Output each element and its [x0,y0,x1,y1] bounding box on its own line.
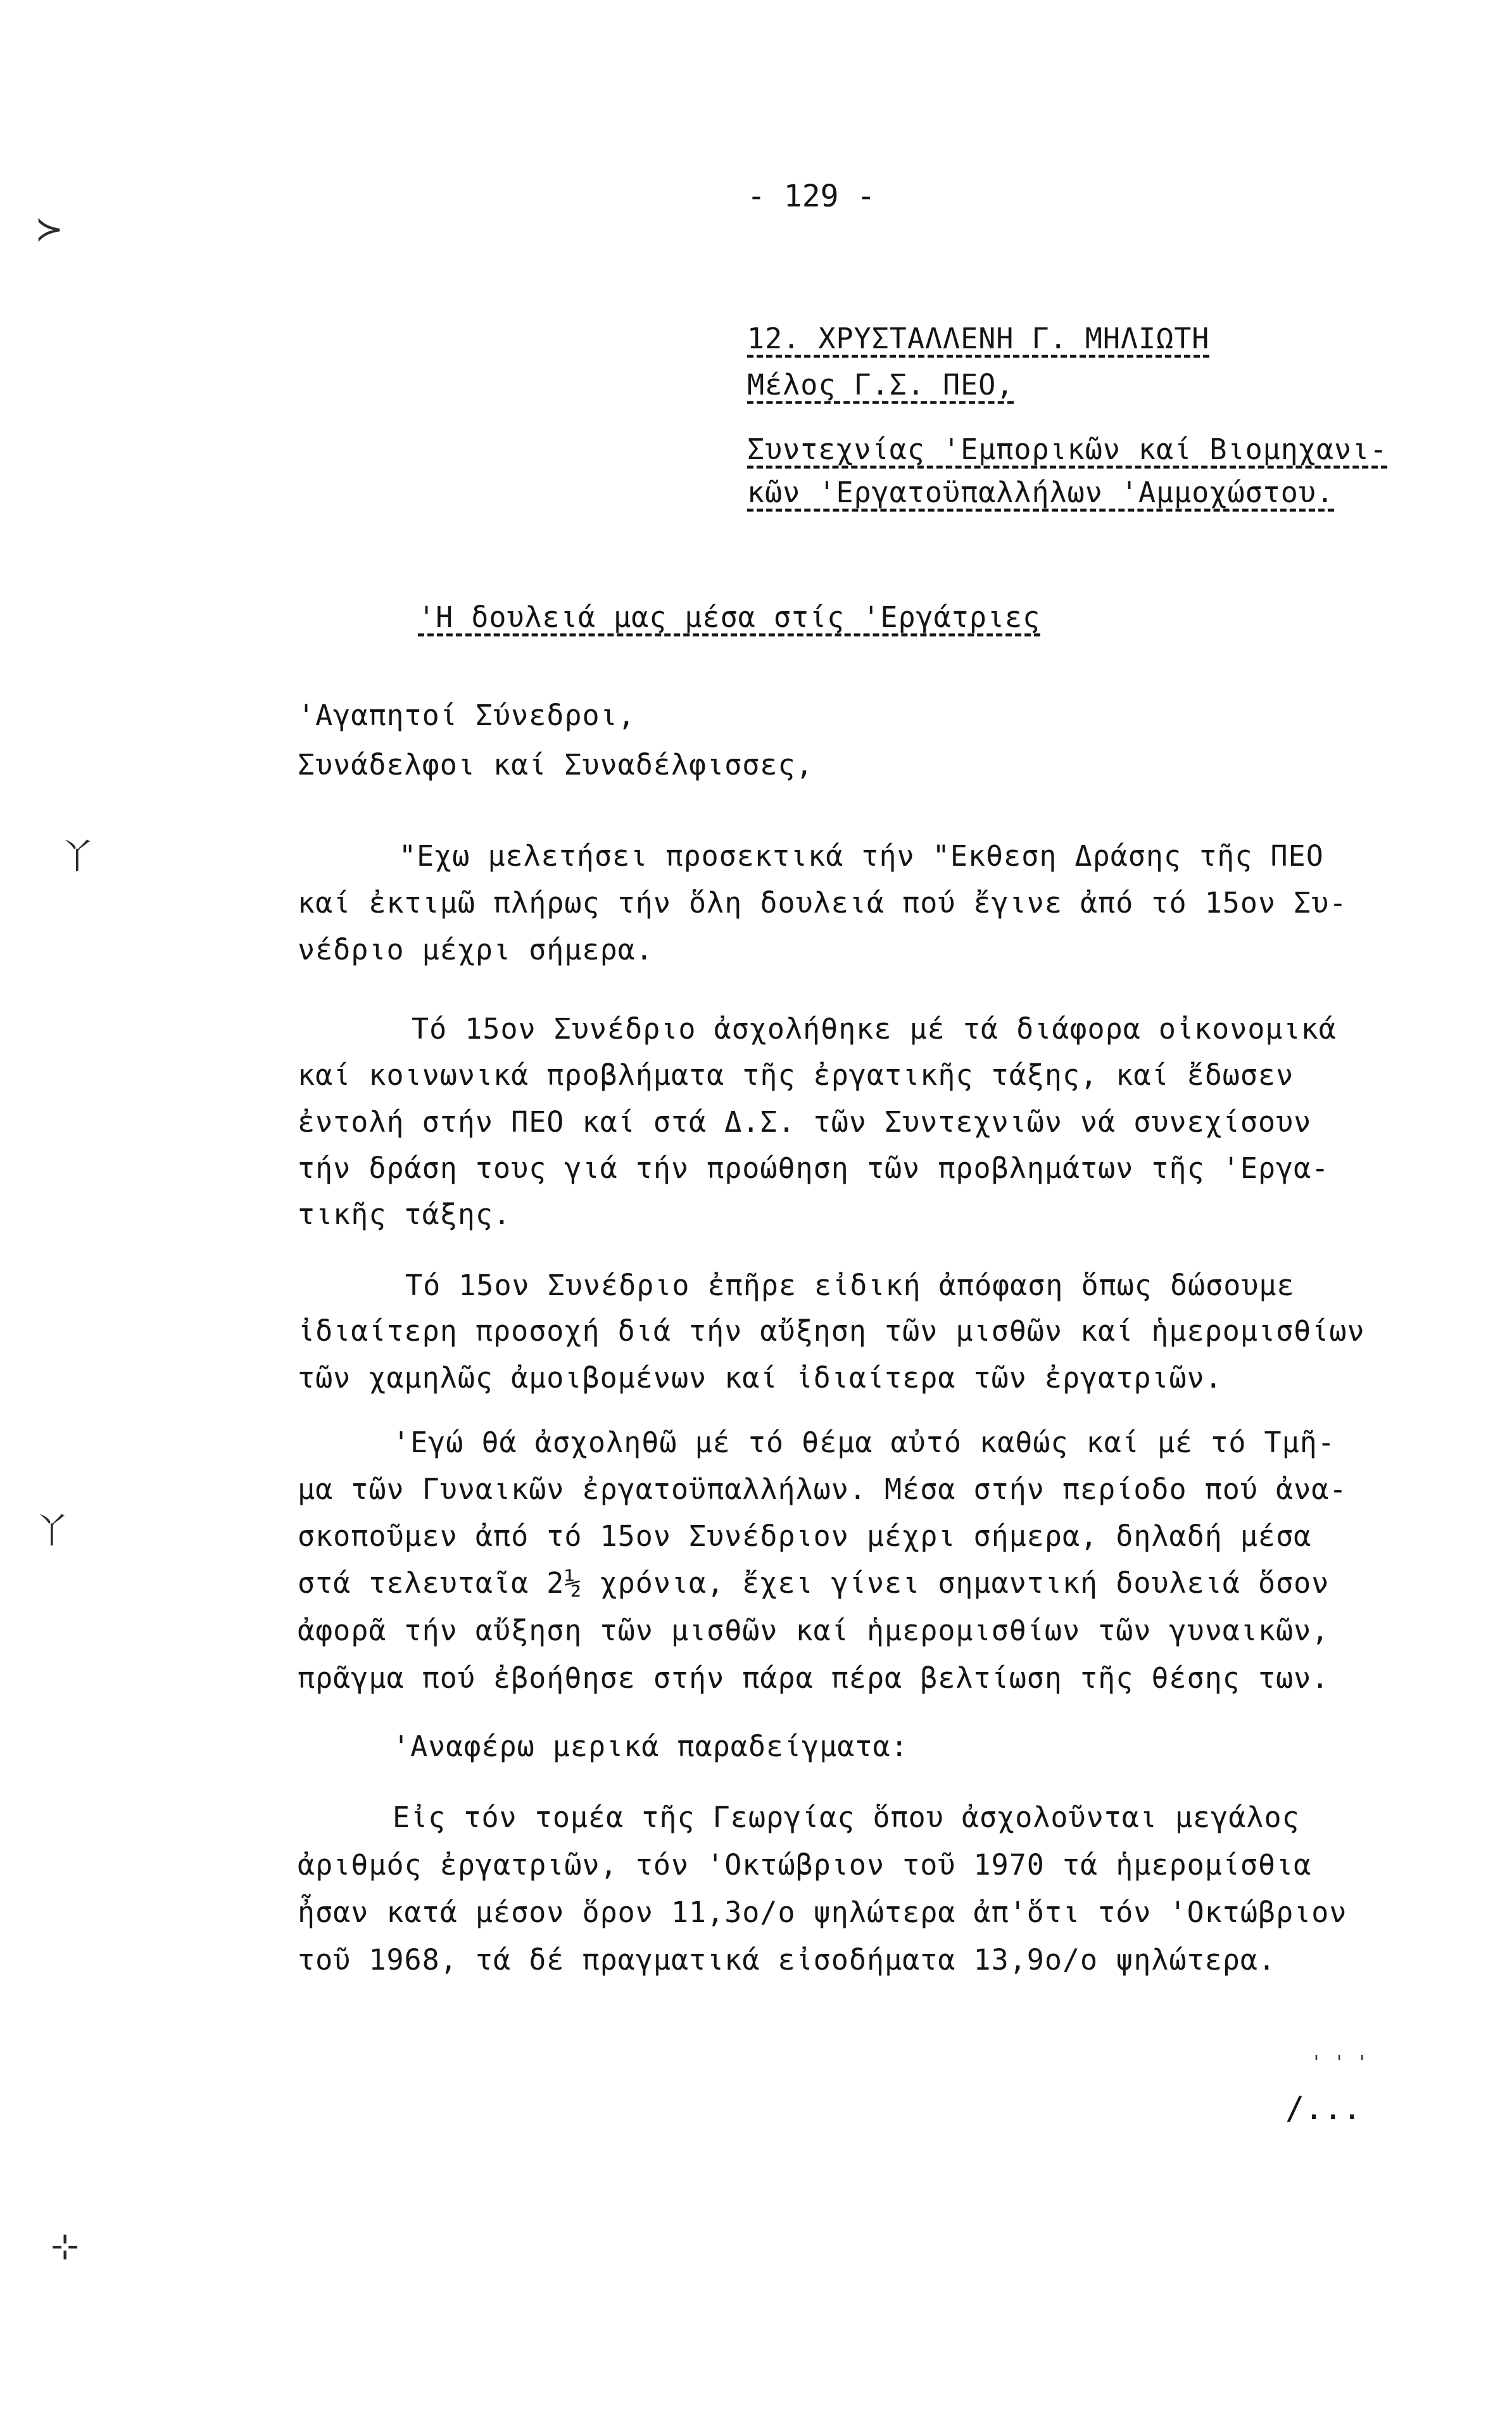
paragraph-6-line-4: τοῦ 1968, τά δέ πραγματικά εἰσοδήματα 13,9ο/ο ψηλώτερα. [298,1943,1276,1977]
margin-mark-2: 丫 [60,837,94,877]
margin-mark-3: 丫 [35,1511,69,1551]
paragraph-6-line-2: ἀριθμός ἐργατριῶν, τόν 'Οκτώβριον τοῦ 1970 τά ἡμερομίσθια [298,1848,1312,1882]
continuation-mark: /... [1285,2090,1362,2127]
author-name: 12. ΧΡΥΣΤΑΛΛΕΝΗ Γ. ΜΗΛΙΩΤΗ [747,322,1210,355]
paragraph-3-line-2: ἰδιαίτερη προσοχή διά τήν αὔξηση τῶν μισθῶν καί ἡμερομισθίων [298,1314,1365,1348]
paragraph-6-line-1: Εἰς τόν τομέα τῆς Γεωργίας ὅπου ἀσχολοῦνται μεγάλος [393,1801,1300,1834]
margin-mark-4: ⊹ [51,2226,80,2266]
paragraph-2-line-3: ἐντολή στήν ΠΕΟ καί στά Δ.Σ. τῶν Συντεχνιῶν νά συνεχίσουν [298,1105,1312,1139]
tick-marks: ' ' ' [1311,2052,1368,2074]
margin-mark-1: ≻ [35,209,64,249]
paragraph-1-line-1: "Εχω μελετήσει προσεκτικά τήν "Εκθεση Δράσης τῆς ΠΕΟ [399,839,1324,873]
paragraph-2-line-5: τικῆς τάξης. [298,1198,512,1231]
salutation-line2: Συνάδελφοι καί Συναδέλφισσες, [298,748,814,782]
paragraph-6-line-3: ἦσαν κατά μέσον ὅρον 11,3ο/ο ψηλώτερα ἀπ'ὅτι τόν 'Οκτώβριον [298,1896,1347,1929]
paragraph-4-line-6: πρᾶγμα πού ἐβοήθησε στήν πάρα πέρα βελτίωση τῆς θέσης των. [298,1661,1330,1695]
page-number: - 129 - [747,179,876,214]
paragraph-3-line-1: Τό 15ον Συνέδριο ἐπῆρε εἰδική ἀπόφαση ὅπως δώσουμε [405,1269,1295,1302]
author-union-line1: Συντεχνίας 'Εμπορικῶν καί Βιομηχανι- [747,433,1388,466]
paragraph-2-line-2: καί κοινωνικά προβλήματα τῆς ἐργατικῆς τάξης, καί ἔδωσεν [298,1058,1294,1092]
paragraph-4-line-4: στά τελευταῖα 2½ χρόνια, ἔχει γίνει σημαντική δουλειά ὅσον [298,1566,1330,1600]
paragraph-4-line-5: ἀφορᾶ τήν αὔξηση τῶν μισθῶν καί ἡμερομισθίων τῶν γυναικῶν, [298,1614,1330,1647]
paragraph-5-line-1: 'Αναφέρω μερικά παραδείγματα: [393,1730,909,1763]
paragraph-2-line-1: Τό 15ον Συνέδριο ἀσχολήθηκε μέ τά διάφορα οἰκονομικά [412,1012,1337,1046]
salutation-line1: 'Αγαπητοί Σύνεδροι, [298,699,636,732]
paragraph-4-line-1: 'Εγώ θά ἀσχοληθῶ μέ τό θέμα αὐτό καθώς καί μέ τό Τμῆ- [393,1426,1335,1459]
paragraph-1-line-3: νέδριο μέχρι σήμερα. [298,933,653,966]
paragraph-3-line-3: τῶν χαμηλῶς ἀμοιβομένων καί ἰδιαίτερα τῶν ἐργατριῶν. [298,1361,1223,1395]
author-role: Μέλος Γ.Σ. ΠΕΟ, [747,368,1014,402]
paragraph-4-line-2: μα τῶν Γυναικῶν ἐργατοϋπαλλήλων. Μέσα στήν περίοδο πού ἀνα- [298,1472,1347,1506]
paragraph-2-line-4: τήν δράση τους γιά τήν προώθηση τῶν προβλημάτων τῆς 'Εργα- [298,1151,1330,1185]
author-union-line2: κῶν 'Εργατοϋπαλλήλων 'Αμμοχώστου. [747,476,1335,509]
paragraph-4-line-3: σκοποῦμεν ἀπό τό 15ον Συνέδριον μέχρι σήμερα, δηλαδή μέσα [298,1519,1312,1553]
paragraph-1-line-2: καί ἐκτιμῶ πλήρως τήν ὅλη δουλειά πού ἔγινε ἀπό τό 15ον Συ- [298,886,1347,920]
speech-title: 'Η δουλειά μας μέσα στίς 'Εργάτριες [418,600,1041,634]
